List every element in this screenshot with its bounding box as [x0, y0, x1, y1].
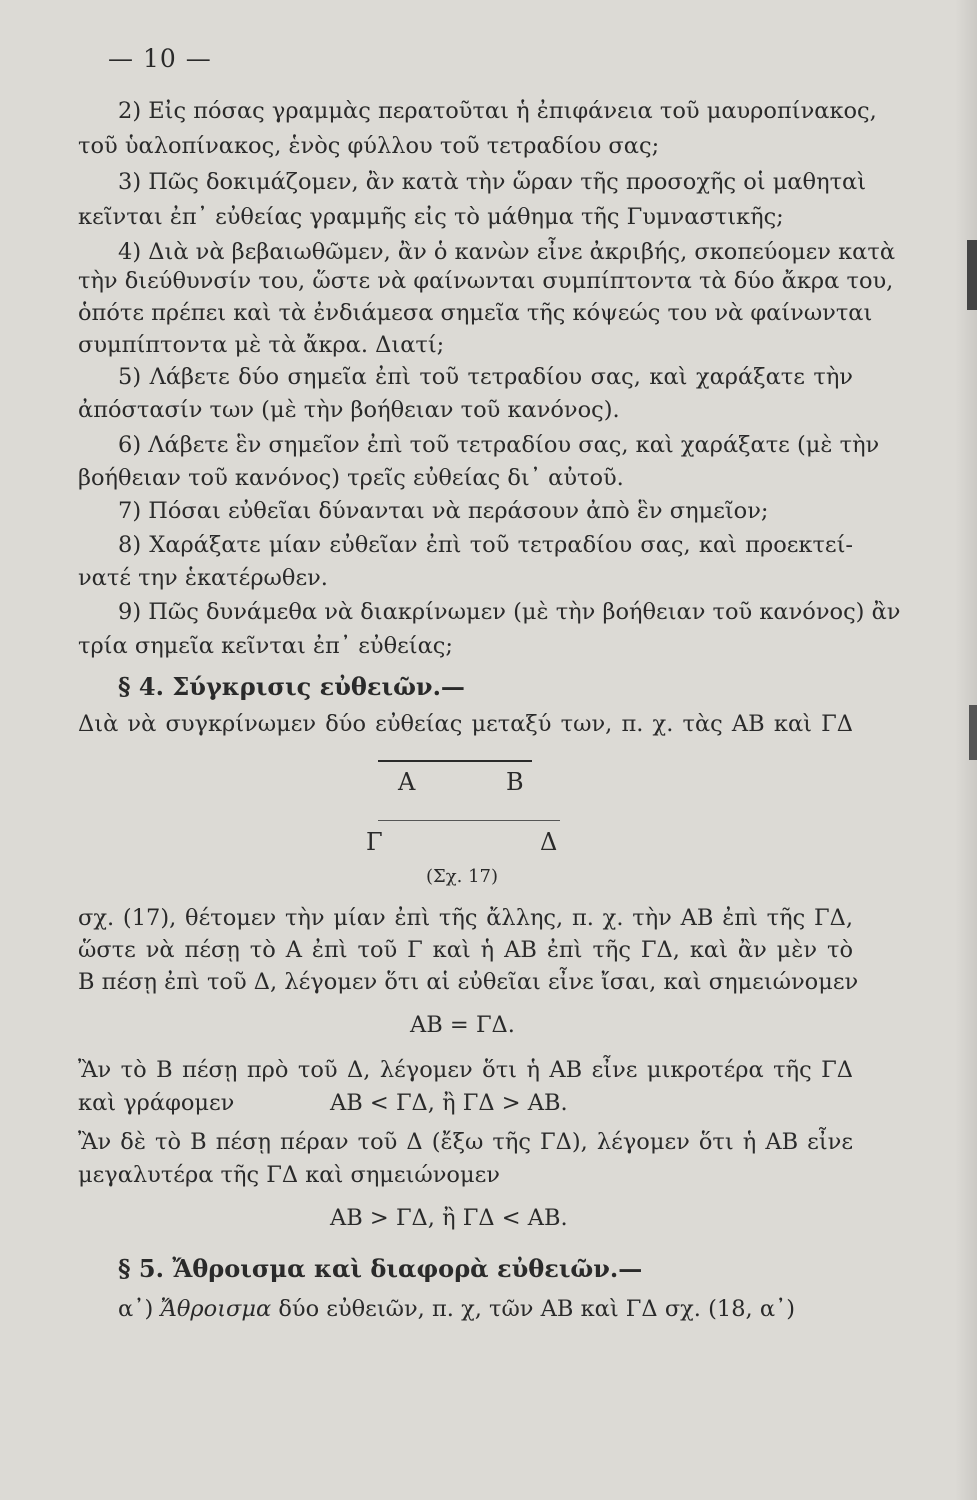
text-line: Ἂν δὲ τὸ Β πέσῃ πέραν τοῦ Δ (ἔξω τῆς ΓΔ), λέγομεν ὅτι ἡ ΑΒ εἶνε — [78, 1129, 853, 1155]
label-a: Α — [398, 768, 416, 796]
page-edge-mark — [967, 240, 977, 310]
text-line: συμπίπτοντα μὲ τὰ ἄκρα. Διατί; — [78, 332, 445, 358]
text-line: 9) Πῶς δυνάμεθα νὰ διακρίνωμεν (μὲ τὴν βοήθειαν τοῦ κανόνος) ἂν — [118, 599, 901, 625]
definition-line — [118, 1296, 795, 1322]
segment-ab — [378, 760, 532, 762]
section-heading: § 5. Ἄθροισμα καὶ διαφορὰ εὐθειῶν.— — [118, 1254, 643, 1283]
label-g: Γ — [366, 828, 383, 856]
text-fragment: καὶ γράφομεν — [78, 1090, 235, 1116]
text-line: 5) Λάβετε δύο σημεῖα ἐπὶ τοῦ τετραδίου σας, καὶ χαράξατε τὴν — [118, 364, 853, 390]
label-d: Δ — [540, 828, 558, 856]
text-line: Διὰ νὰ συγκρίνωμεν δύο εὐθείας μεταξύ των, π. χ. τὰς ΑΒ καὶ ΓΔ — [78, 711, 853, 737]
text-line: Β πέσῃ ἐπὶ τοῦ Δ, λέγομεν ὅτι αἱ εὐθεῖαι εἶνε ἴσαι, καὶ σημειώνομεν — [78, 969, 859, 995]
label-b: Β — [506, 768, 524, 796]
text-line: 6) Λάβετε ἓν σημεῖον ἐπὶ τοῦ τετραδίου σας, καὶ χαράξατε (μὲ τὴν — [118, 432, 880, 458]
definition-text: δύο εὐθειῶν, π. χ, τῶν ΑΒ καὶ ΓΔ σχ. (18, α᾽) — [271, 1296, 796, 1322]
text-line: τὴν διεύθυνσίν του, ὥστε νὰ φαίνωνται συμπίπτοντα τὰ δύο ἄκρα του, — [78, 268, 894, 294]
equation-equal: ΑΒ = ΓΔ. — [410, 1012, 515, 1038]
section-heading: § 4. Σύγκρισις εὐθειῶν.— — [118, 672, 465, 701]
text-line: νατέ την ἑκατέρωθεν. — [78, 565, 328, 591]
text-line: βοήθειαν τοῦ κανόνος) τρεῖς εὐθείας δι᾽ αὐτοῦ. — [78, 465, 624, 491]
text-line: μεγαλυτέρα τῆς ΓΔ καὶ σημειώνομεν — [78, 1162, 500, 1188]
equation-greater: ΑΒ > ΓΔ, ἢ ΓΔ < ΑΒ. — [330, 1205, 568, 1231]
text-line: τρία σημεῖα κεῖνται ἐπ᾽ εὐθείας; — [78, 633, 453, 659]
term-sum: Ἄθροισμα — [160, 1296, 272, 1322]
text-line: ὥστε νὰ πέσῃ τὸ Α ἐπὶ τοῦ Γ καὶ ἡ ΑΒ ἐπὶ τῆς ΓΔ, καὶ ἂν μὲν τὸ — [78, 937, 853, 963]
text-line: τοῦ ὑαλοπίνακος, ἑνὸς φύλλου τοῦ τετραδίου σας; — [78, 133, 660, 159]
page-number: — 10 — — [108, 44, 212, 73]
equation-less: ΑΒ < ΓΔ, ἢ ΓΔ > ΑΒ. — [330, 1090, 568, 1116]
item-marker: α᾽) — [118, 1296, 161, 1322]
text-line: Ἂν τὸ Β πέσῃ πρὸ τοῦ Δ, λέγομεν ὅτι ἡ ΑΒ εἶνε μικροτέρα τῆς ΓΔ — [78, 1057, 853, 1083]
text-line: ὁπότε πρέπει καὶ τὰ ἐνδιάμεσα σημεῖα τῆς κόψεώς του νὰ φαίνωνται — [78, 300, 873, 326]
text-line: 2) Εἰς πόσας γραμμὰς περατοῦται ἡ ἐπιφάνεια τοῦ μαυροπίνακος, — [118, 98, 877, 124]
text-line: 7) Πόσαι εὐθεῖαι δύνανται νὰ περάσουν ἀπὸ ἓν σημεῖον; — [118, 498, 769, 524]
text-line: σχ. (17), θέτομεν τὴν μίαν ἐπὶ τῆς ἄλλης, π. χ. τὴν ΑΒ ἐπὶ τῆς ΓΔ, — [78, 905, 853, 931]
page-edge-mark — [969, 705, 977, 760]
text-line: ἀπόστασίν των (μὲ τὴν βοήθειαν τοῦ κανόνος). — [78, 397, 620, 423]
text-line: 4) Διὰ νὰ βεβαιωθῶμεν, ἂν ὁ κανὼν εἶνε ἀκριβής, σκοπεύομεν κατὰ — [118, 239, 896, 265]
text-line: 3) Πῶς δοκιμάζομεν, ἂν κατὰ τὴν ὥραν τῆς προσοχῆς οἱ μαθηταὶ — [118, 169, 867, 195]
text-line: κεῖνται ἐπ᾽ εὐθείας γραμμῆς εἰς τὸ μάθημα τῆς Γυμναστικῆς; — [78, 204, 784, 230]
figure-caption: (Σχ. 17) — [426, 866, 499, 887]
text-line: 8) Χαράξατε μίαν εὐθεῖαν ἐπὶ τοῦ τετραδίου σας, καὶ προεκτεί- — [118, 532, 853, 558]
segment-gd — [378, 820, 560, 821]
